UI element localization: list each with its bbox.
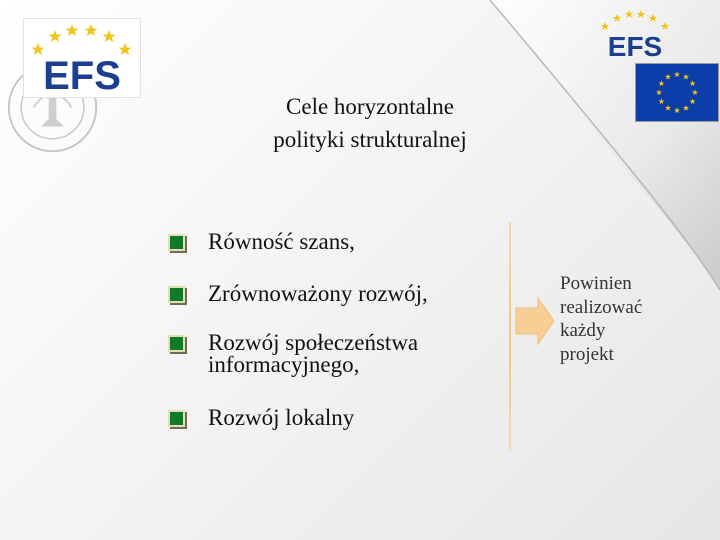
list-item-line-2: informacyjnego, — [208, 352, 360, 377]
efs-logo-right-graphic — [595, 6, 675, 62]
side-note-line-3: każdy — [560, 320, 606, 341]
side-note-line-4: projekt — [560, 343, 614, 365]
side-note-line-1: Powinien — [560, 273, 632, 294]
side-note — [560, 272, 700, 366]
list-item-text — [208, 277, 428, 305]
eu-star-icon — [690, 80, 696, 86]
bullet-square-icon — [168, 335, 185, 352]
bullet-square-icon — [168, 286, 185, 303]
slide-title-line-1: Cele horyzontalne — [286, 94, 454, 119]
eu-star-icon — [658, 80, 664, 86]
eu-star-icon — [665, 74, 671, 80]
eu-star-icon — [665, 105, 671, 111]
list-item-text — [208, 225, 355, 253]
list-item-line-1: Równość szans, — [208, 229, 355, 254]
efs-logo-right-text: EFS — [607, 31, 663, 62]
efs-logo-right — [595, 6, 675, 62]
list-item — [168, 326, 418, 376]
efs-logo-left-text: EFS — [43, 54, 121, 97]
efs-logo-left — [23, 18, 141, 98]
slide-title — [200, 90, 540, 156]
eu-star-icon — [658, 98, 664, 104]
list-item — [168, 225, 355, 253]
eu-star-icon — [683, 74, 689, 80]
list-item-line-1: Rozwój społeczeństwa — [208, 330, 419, 355]
list-item-text — [208, 401, 354, 429]
eu-flag-stars — [636, 64, 718, 121]
list-item — [168, 277, 428, 305]
list-item — [168, 401, 354, 429]
slide-title-line-2: polityki strukturalnej — [273, 127, 467, 152]
eu-star-icon — [692, 89, 698, 95]
eu-star-icon — [683, 105, 689, 111]
eu-flag-icon — [635, 63, 719, 122]
eu-star-icon — [656, 89, 662, 95]
eu-star-icon — [674, 107, 680, 113]
arrow-right-icon — [514, 296, 556, 346]
bullet-square-icon — [168, 410, 185, 427]
eu-star-icon — [674, 71, 680, 77]
list-item-text — [208, 326, 418, 376]
vertical-divider — [509, 222, 511, 450]
efs-logo-left-graphic — [24, 19, 140, 97]
bullet-square-icon — [168, 234, 185, 251]
side-note-line-2: realizować — [560, 296, 643, 318]
list-item-line-1: Zrównoważony rozwój, — [208, 281, 428, 306]
eu-star-icon — [690, 98, 696, 104]
list-item-line-1: Rozwój lokalny — [208, 405, 355, 430]
